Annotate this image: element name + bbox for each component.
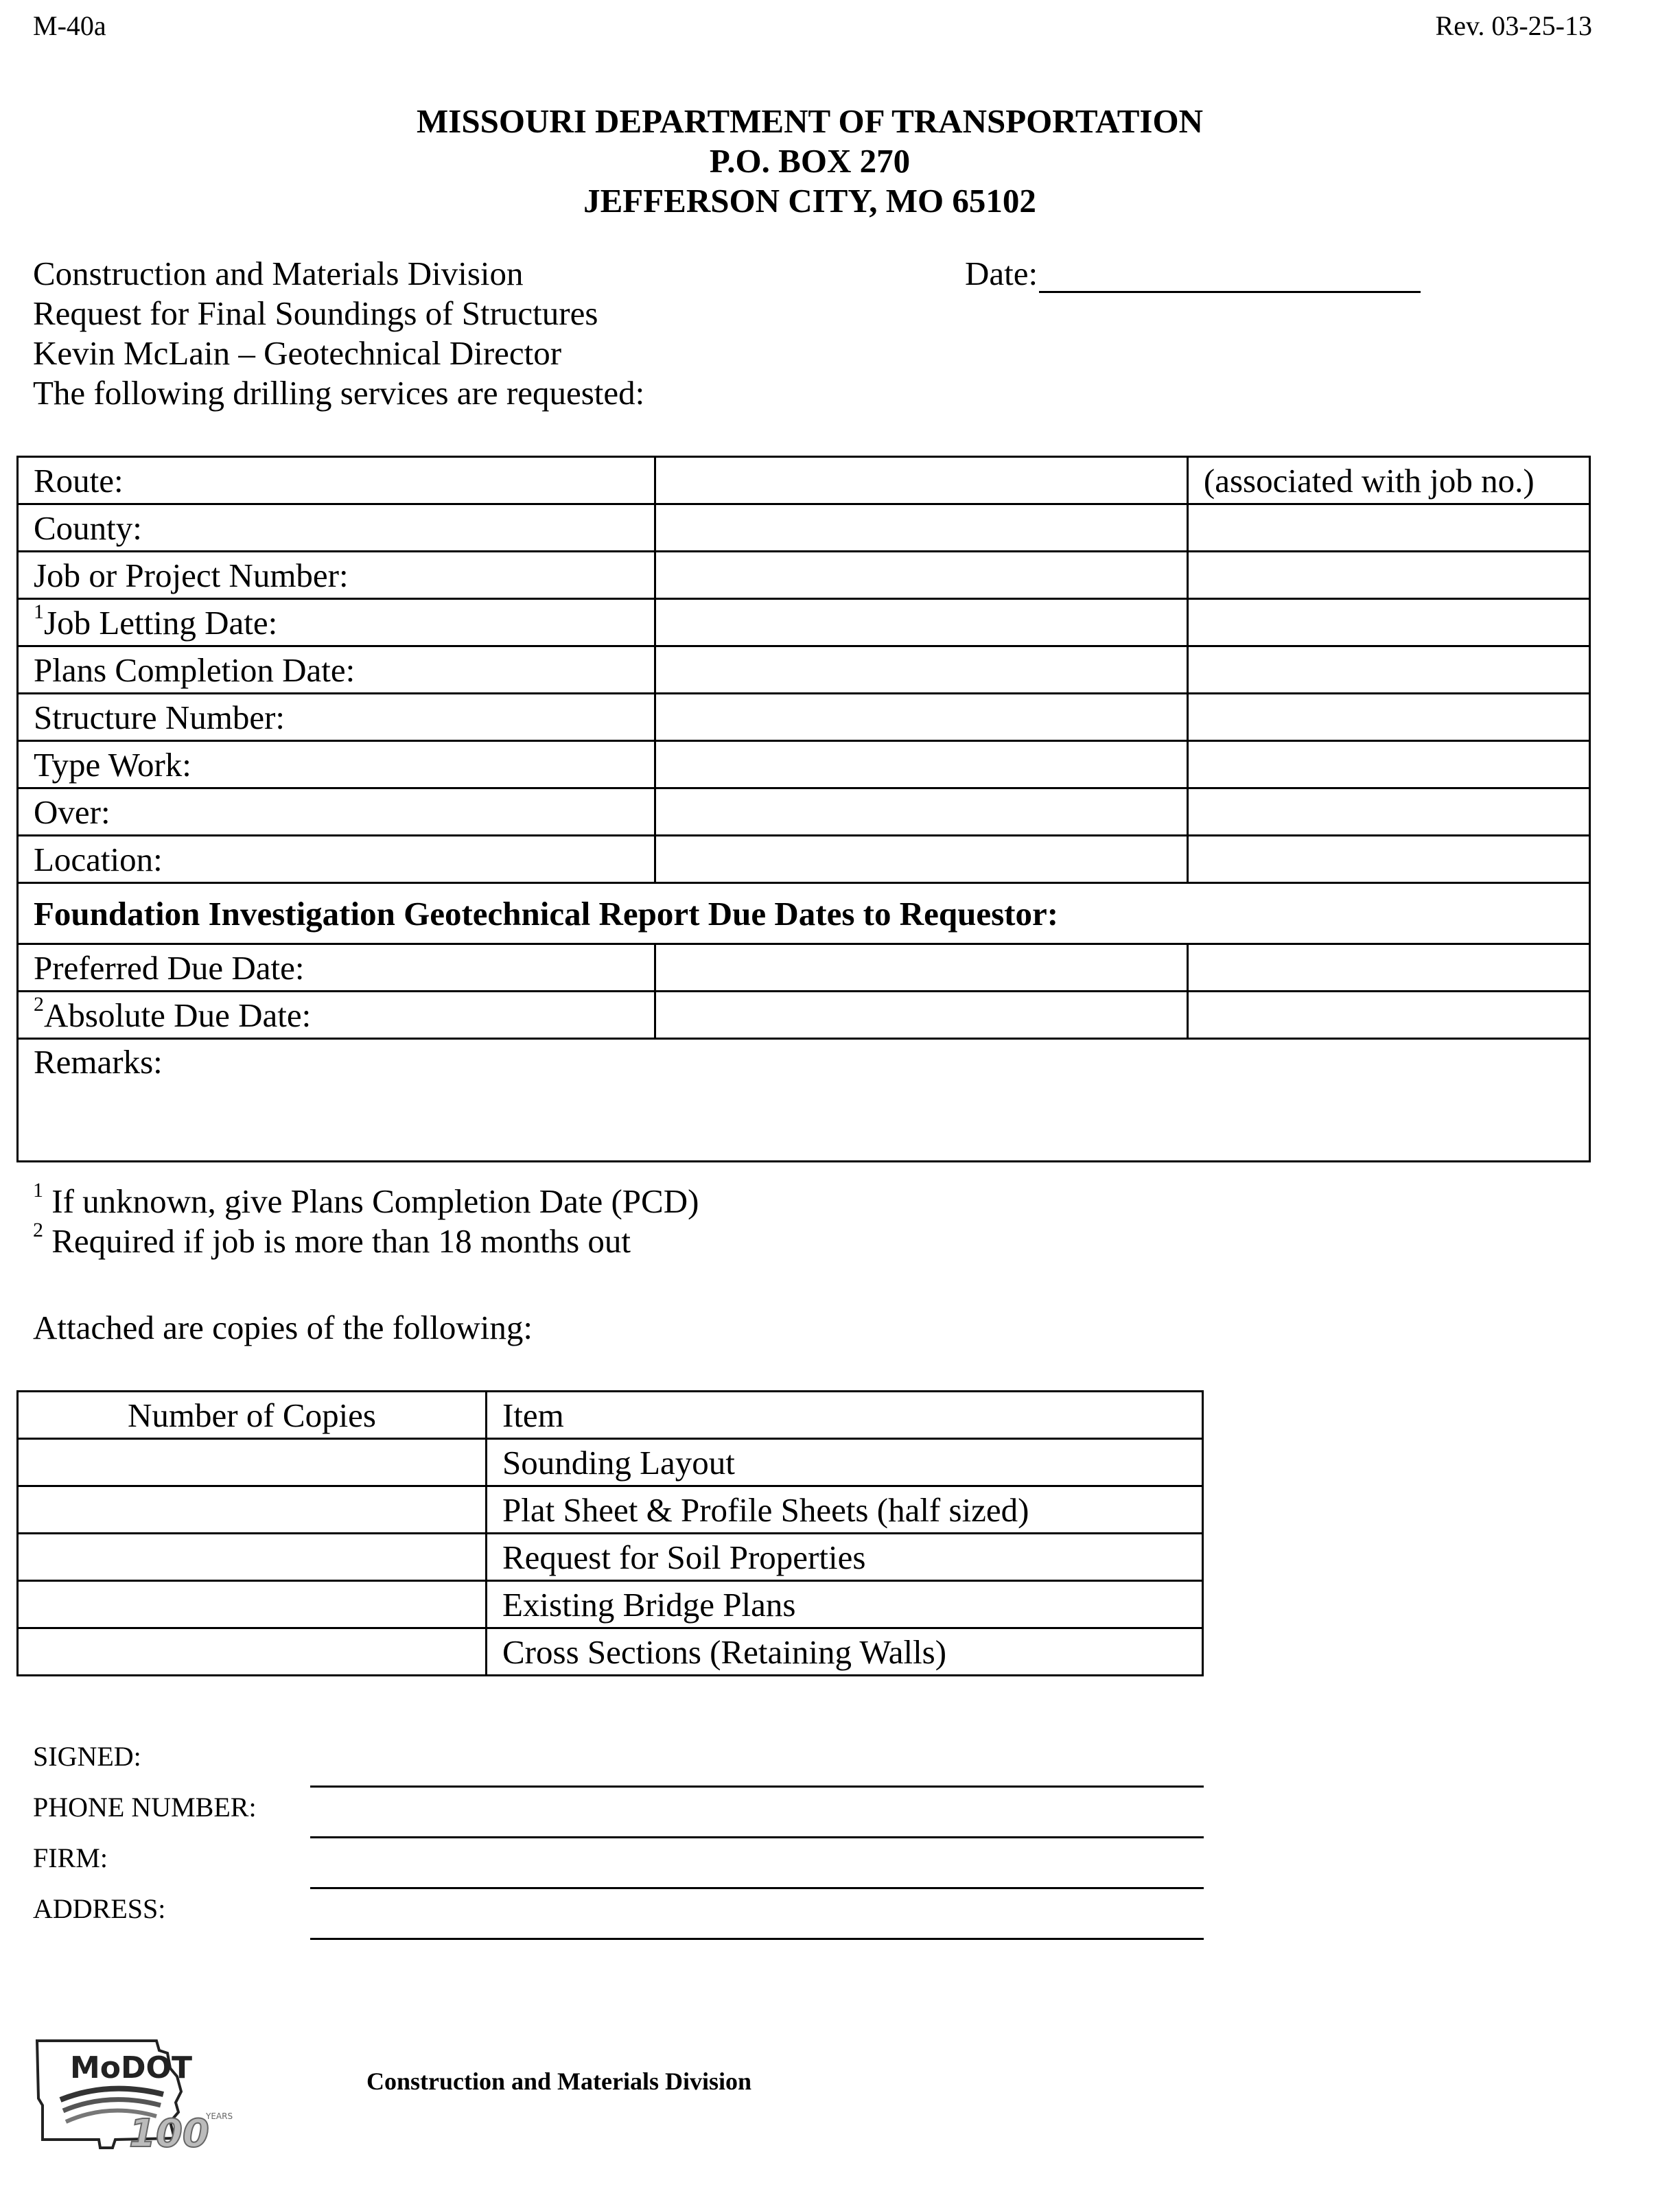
route-label: Route: (18, 457, 655, 504)
footnote-marker: 1 (33, 1179, 43, 1202)
table-row (18, 836, 1590, 883)
item-label: Sounding Layout (487, 1439, 1203, 1486)
over-label: Over: (18, 788, 655, 836)
remarks-label: Remarks: (34, 1043, 163, 1081)
preferred-due-label: Preferred Due Date: (18, 944, 655, 992)
preferred-due-extra[interactable] (1187, 944, 1589, 992)
item-label: Existing Bridge Plans (487, 1581, 1203, 1628)
address-label: ADDRESS: (33, 1893, 166, 1924)
modot-logo-icon (33, 2037, 266, 2153)
table-row (18, 1628, 1203, 1676)
absolute-due-extra[interactable] (1187, 992, 1589, 1039)
item-label: Plat Sheet & Profile Sheets (half sized) (487, 1486, 1203, 1534)
over-extra[interactable] (1187, 788, 1589, 836)
remarks-field[interactable] (18, 1039, 1590, 1162)
county-label: County: (18, 504, 655, 552)
plans-completion-extra[interactable] (1187, 646, 1589, 694)
table-row (18, 883, 1590, 944)
table-row (18, 1392, 1203, 1439)
modot-logo (33, 2037, 266, 2153)
table-row (18, 552, 1590, 599)
footer-division: Construction and Materials Division (366, 2068, 752, 2095)
structure-number-label: Structure Number: (18, 694, 655, 741)
county-value[interactable] (655, 504, 1187, 552)
absolute-due-label (18, 992, 655, 1039)
location-label: Location: (18, 836, 655, 883)
plans-completion-label: Plans Completion Date: (18, 646, 655, 694)
header-agency: MISSOURI DEPARTMENT OF TRANSPORTATION (417, 102, 1203, 140)
type-work-extra[interactable] (1187, 741, 1589, 788)
job-letting-date-extra[interactable] (1187, 599, 1589, 646)
phone-line[interactable] (310, 1836, 1204, 1838)
copies-input[interactable] (18, 1581, 487, 1628)
item-column-header: Item (487, 1392, 1203, 1439)
item-label: Request for Soil Properties (487, 1534, 1203, 1581)
table-row (18, 1486, 1203, 1534)
type-work-value[interactable] (655, 741, 1187, 788)
signed-line[interactable] (310, 1786, 1204, 1788)
type-work-label: Type Work: (18, 741, 655, 788)
location-extra[interactable] (1187, 836, 1589, 883)
job-letting-date-label (18, 599, 655, 646)
table-row (18, 1581, 1203, 1628)
absolute-due-text: Absolute Due Date: (44, 996, 312, 1034)
footnote-marker: 1 (34, 600, 44, 623)
structure-number-extra[interactable] (1187, 694, 1589, 741)
request-details-table (16, 456, 1591, 1162)
signed-label: SIGNED: (33, 1741, 141, 1772)
table-row (18, 694, 1590, 741)
copies-input[interactable] (18, 1534, 487, 1581)
job-letting-text: Job Letting Date: (44, 603, 278, 642)
item-label: Cross Sections (Retaining Walls) (487, 1628, 1203, 1676)
table-row (18, 599, 1590, 646)
attached-label: Attached are copies of the following: (33, 1309, 533, 1346)
route-value[interactable] (655, 457, 1187, 504)
table-row (18, 788, 1590, 836)
over-value[interactable] (655, 788, 1187, 836)
table-row (18, 1439, 1203, 1486)
intro-request: Request for Final Soundings of Structures (33, 294, 598, 332)
footnote-marker: 2 (33, 1219, 43, 1241)
table-row (18, 504, 1590, 552)
header-city: JEFFERSON CITY, MO 65102 (583, 182, 1036, 220)
table-row (18, 992, 1590, 1039)
logo-text: MoDOT (70, 2050, 192, 2085)
date-blank[interactable] (1039, 261, 1421, 293)
footnote-2-text: Required if job is more than 18 months out (43, 1222, 631, 1260)
header-po-box: P.O. BOX 270 (709, 142, 911, 180)
table-row (18, 646, 1590, 694)
table-row (18, 944, 1590, 992)
firm-label: FIRM: (33, 1842, 108, 1873)
job-number-label: Job or Project Number: (18, 552, 655, 599)
address-line[interactable] (310, 1938, 1204, 1940)
footnote-1 (33, 1179, 699, 1221)
footnote-1-text: If unknown, give Plans Completion Date (PCD) (43, 1182, 699, 1220)
copies-input[interactable] (18, 1439, 487, 1486)
copies-table (16, 1390, 1204, 1676)
copies-input[interactable] (18, 1486, 487, 1534)
date-field[interactable] (965, 254, 1421, 293)
county-extra[interactable] (1187, 504, 1589, 552)
table-row (18, 1534, 1203, 1581)
firm-line[interactable] (310, 1887, 1204, 1889)
absolute-due-value[interactable] (655, 992, 1187, 1039)
copies-input[interactable] (18, 1628, 487, 1676)
plans-completion-value[interactable] (655, 646, 1187, 694)
date-label: Date: (965, 255, 1038, 292)
preferred-due-value[interactable] (655, 944, 1187, 992)
table-row (18, 457, 1590, 504)
job-number-value[interactable] (655, 552, 1187, 599)
logo-years-number: 100 (129, 2111, 209, 2153)
phone-label: PHONE NUMBER: (33, 1792, 257, 1823)
table-row (18, 1039, 1590, 1162)
table-row (18, 741, 1590, 788)
copies-column-header: Number of Copies (18, 1392, 487, 1439)
intro-division: Construction and Materials Division (33, 255, 524, 292)
structure-number-value[interactable] (655, 694, 1187, 741)
footnote-marker: 2 (34, 992, 44, 1016)
foundation-heading: Foundation Investigation Geotechnical Report Due Dates to Requestor: (18, 883, 1590, 944)
revision-date: Rev. 03-25-13 (1435, 10, 1592, 41)
footnote-2 (33, 1221, 631, 1261)
intro-director: Kevin McLain – Geotechnical Director (33, 334, 562, 372)
job-number-extra[interactable] (1187, 552, 1589, 599)
location-value[interactable] (655, 836, 1187, 883)
intro-services: The following drilling services are requested: (33, 374, 645, 412)
form-code: M-40a (33, 10, 106, 41)
job-letting-date-value[interactable] (655, 599, 1187, 646)
logo-years-label: YEARS (206, 2111, 233, 2121)
route-note: (associated with job no.) (1187, 457, 1589, 504)
